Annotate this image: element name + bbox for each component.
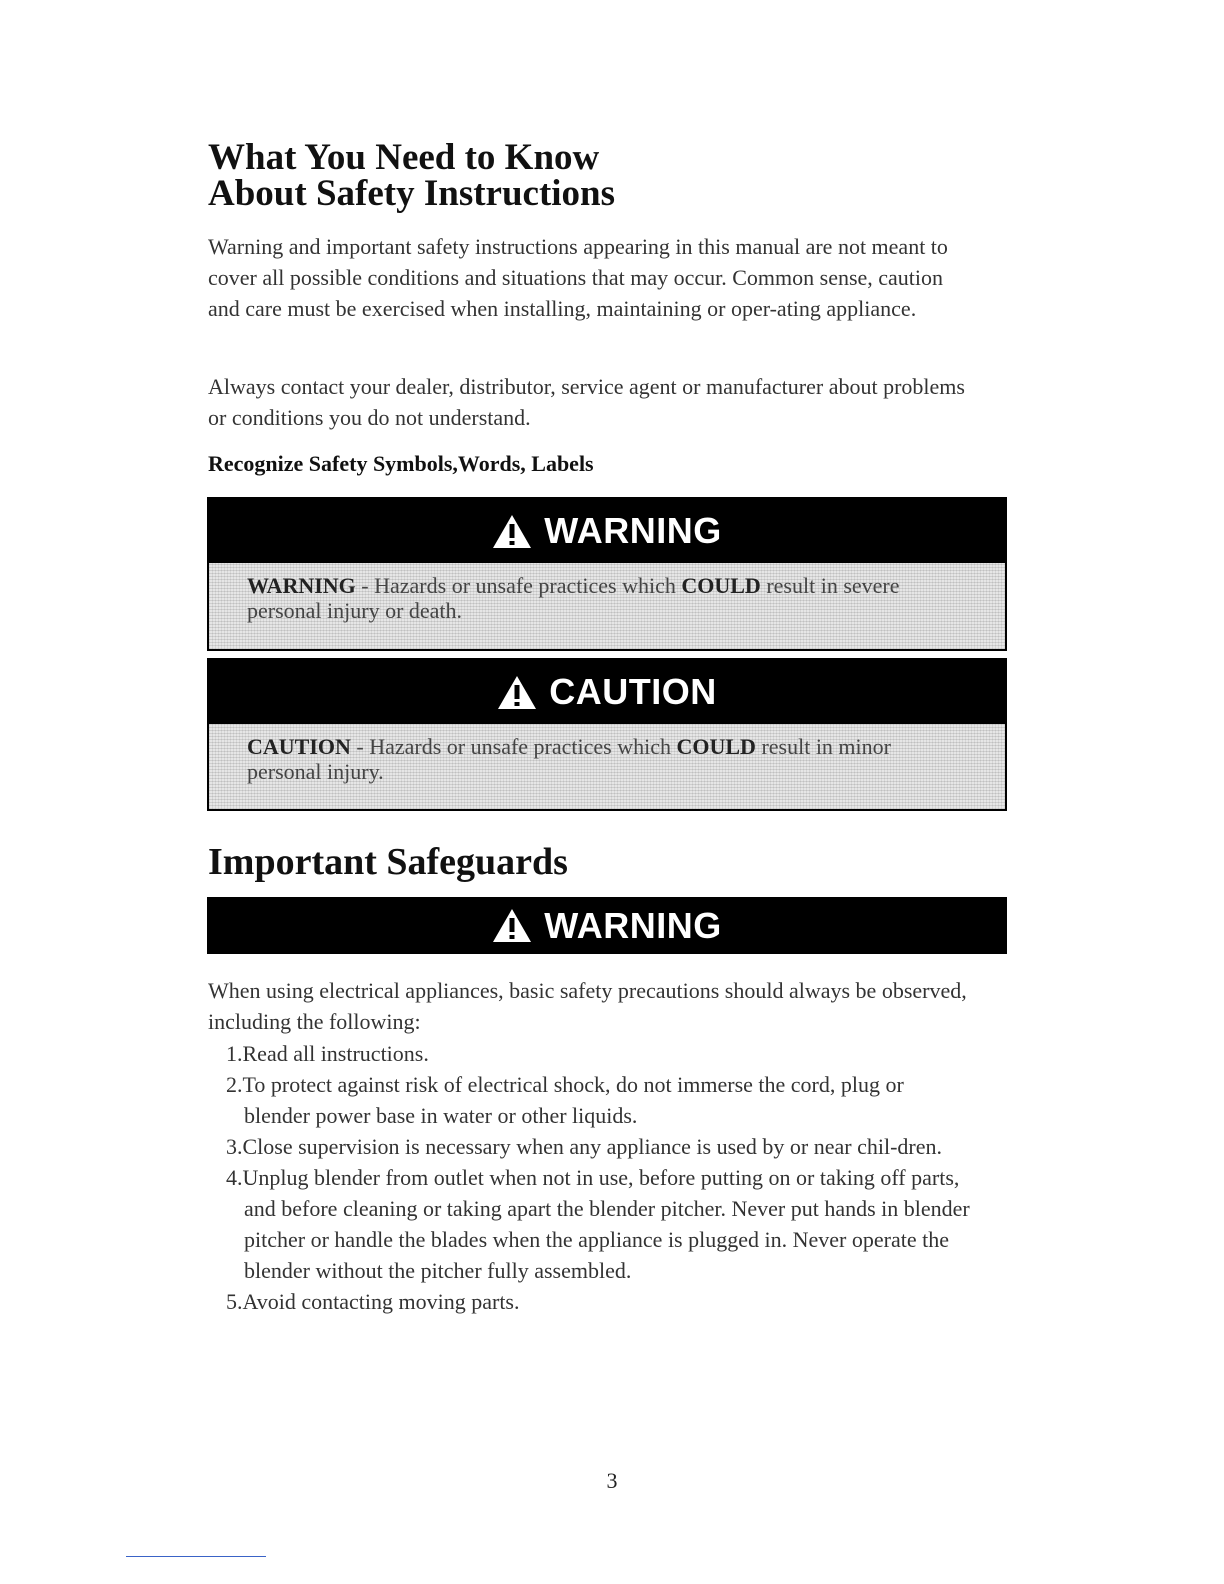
page-number: 3	[606, 1468, 618, 1493]
caution-term: CAUTION	[247, 734, 351, 759]
list-item: 2.To protect against risk of electrical shock, do not immerse the cord, plug or blender power base in water or other liquids.	[226, 1072, 904, 1128]
warning-triangle-icon	[492, 908, 532, 943]
caution-text-before: - Hazards or unsafe practices which	[350, 734, 677, 759]
safeguards-warning-box	[207, 897, 1007, 954]
intro-paragraph-1: Warning and important safety instructions appearing in this manual are not meant to cover all possible conditions and situations that may occur. Common sense, caution and care must be exercised when installing, maintaining or oper-ating appliance.	[208, 234, 948, 321]
warning-label-box	[207, 497, 1007, 651]
caution-signal-bar	[209, 660, 1005, 724]
list-item: 1.Read all instructions.	[226, 1041, 429, 1066]
safeguards-title: Important Safeguards	[208, 841, 568, 883]
list-item: 3.Close supervision is necessary when any appliance is used by or near chil-dren.	[226, 1134, 943, 1159]
warning-term: WARNING	[247, 573, 356, 598]
list-item: 5.Avoid contacting moving parts.	[226, 1289, 520, 1314]
warning-description	[209, 563, 1005, 649]
list-item: 4.Unplug blender from outlet when not in use, before putting on or taking off parts, and before cleaning or taking apart the blender pitcher. Never put hands in blender pitcher or handle the blades when the appliance is plugged in. Never operate the blender without the pitcher fully assembled.	[226, 1165, 970, 1283]
warning-emphasis: COULD	[681, 573, 761, 598]
page-title-line1: What You Need to Know	[208, 137, 600, 178]
intro-paragraph-2: Always contact your dealer, distributor, service agent or manufacturer about problems or conditions you do not understand.	[208, 374, 965, 430]
safeguards-warning-bar	[209, 899, 1005, 952]
warning-text-after: result in severe personal injury or death.	[247, 573, 900, 623]
footer-divider	[126, 1556, 266, 1557]
caution-emphasis: COULD	[676, 734, 756, 759]
warning-signal-bar	[209, 499, 1005, 563]
caution-signal-word: CAUTION	[549, 671, 717, 712]
caution-text-after: result in minor personal injury.	[247, 734, 891, 784]
warning-triangle-icon	[492, 514, 532, 549]
safeguards-list	[226, 1038, 971, 1317]
warning-signal-word: WARNING	[544, 510, 722, 551]
safeguards-intro: When using electrical appliances, basic safety precautions should always be observed, including the following:	[208, 978, 967, 1034]
warning-text-before: - Hazards or unsafe practices which	[355, 573, 682, 598]
safety-symbols-heading: Recognize Safety Symbols,Words, Labels	[208, 451, 594, 476]
safeguards-signal-word: WARNING	[544, 904, 722, 946]
caution-description	[209, 724, 1005, 809]
warning-triangle-icon	[497, 675, 537, 710]
caution-label-box	[207, 658, 1007, 811]
page-title-line2: About Safety Instructions	[208, 173, 616, 214]
